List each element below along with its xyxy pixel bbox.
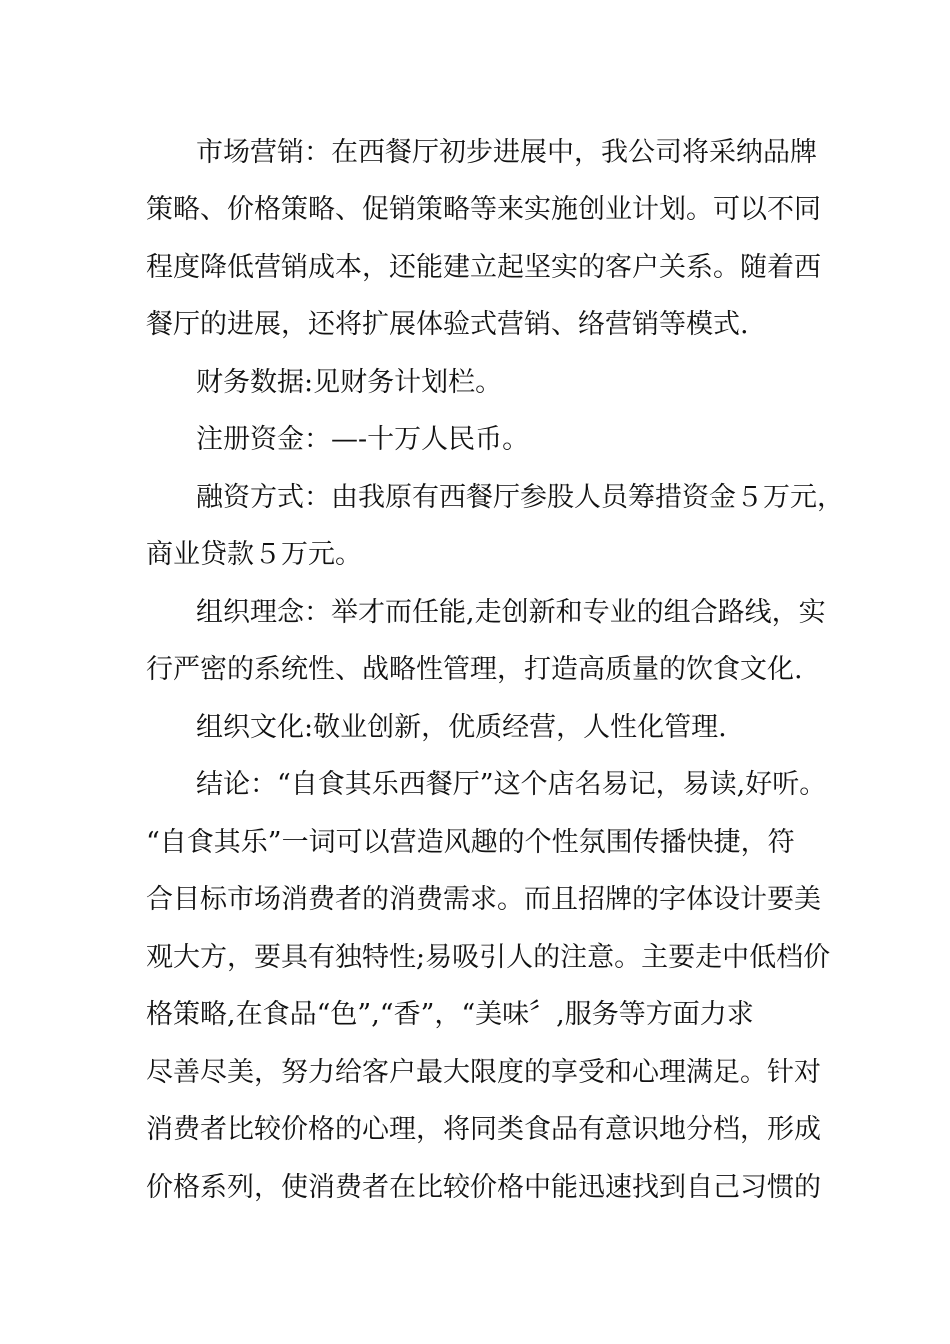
text-line: 合目标市场消费者的消费需求。而且招牌的字体设计要美 <box>146 884 821 915</box>
text-line: 财务数据:见财务计划栏。 <box>196 367 503 398</box>
text-line: 行严密的系统性、战略性管理，打造高质量的饮食文化. <box>146 654 803 685</box>
text-line: 商业贷款５万元。 <box>146 539 362 570</box>
text-line: 融资方式：由我原有西餐厅参股人员筹措资金５万元， <box>196 482 844 513</box>
text-line: 尽善尽美，努力给客户最大限度的享受和心理满足。针对 <box>146 1057 821 1088</box>
text-line: 注册资金：—-十万人民币。 <box>196 424 530 455</box>
text-line: 组织理念：举才而任能,走创新和专业的组合路线，实 <box>196 597 826 628</box>
text-line: 组织文化:敬业创新，优质经营，人性化管理. <box>196 712 727 743</box>
text-line: 价格系列，使消费者在比较价格中能迅速找到自己习惯的 <box>146 1172 821 1203</box>
text-line: 程度降低营销成本，还能建立起坚实的客户关系。随着西 <box>146 252 821 283</box>
text-line: 市场营销：在西餐厅初步进展中，我公司将采纳品牌 <box>196 137 817 168</box>
text-line: 格策略,在食品“色”,“香”，“美味〞,服务等方面力求 <box>146 999 754 1030</box>
text-line: 消费者比较价格的心理，将同类食品有意识地分档，形成 <box>146 1114 821 1145</box>
text-line: 结论：“自食其乐西餐厅”这个店名易记，易读,好听。 <box>196 769 827 800</box>
text-line: 观大方，要具有独特性;易吸引人的注意。主要走中低档价 <box>146 942 831 973</box>
text-line: 餐厅的进展，还将扩展体验式营销、络营销等模式. <box>146 309 749 340</box>
text-line: 策略、价格策略、促销策略等来实施创业计划。可以不同 <box>146 194 821 225</box>
text-line: “自食其乐”一词可以营造风趣的个性氛围传播快捷，符 <box>146 827 795 858</box>
